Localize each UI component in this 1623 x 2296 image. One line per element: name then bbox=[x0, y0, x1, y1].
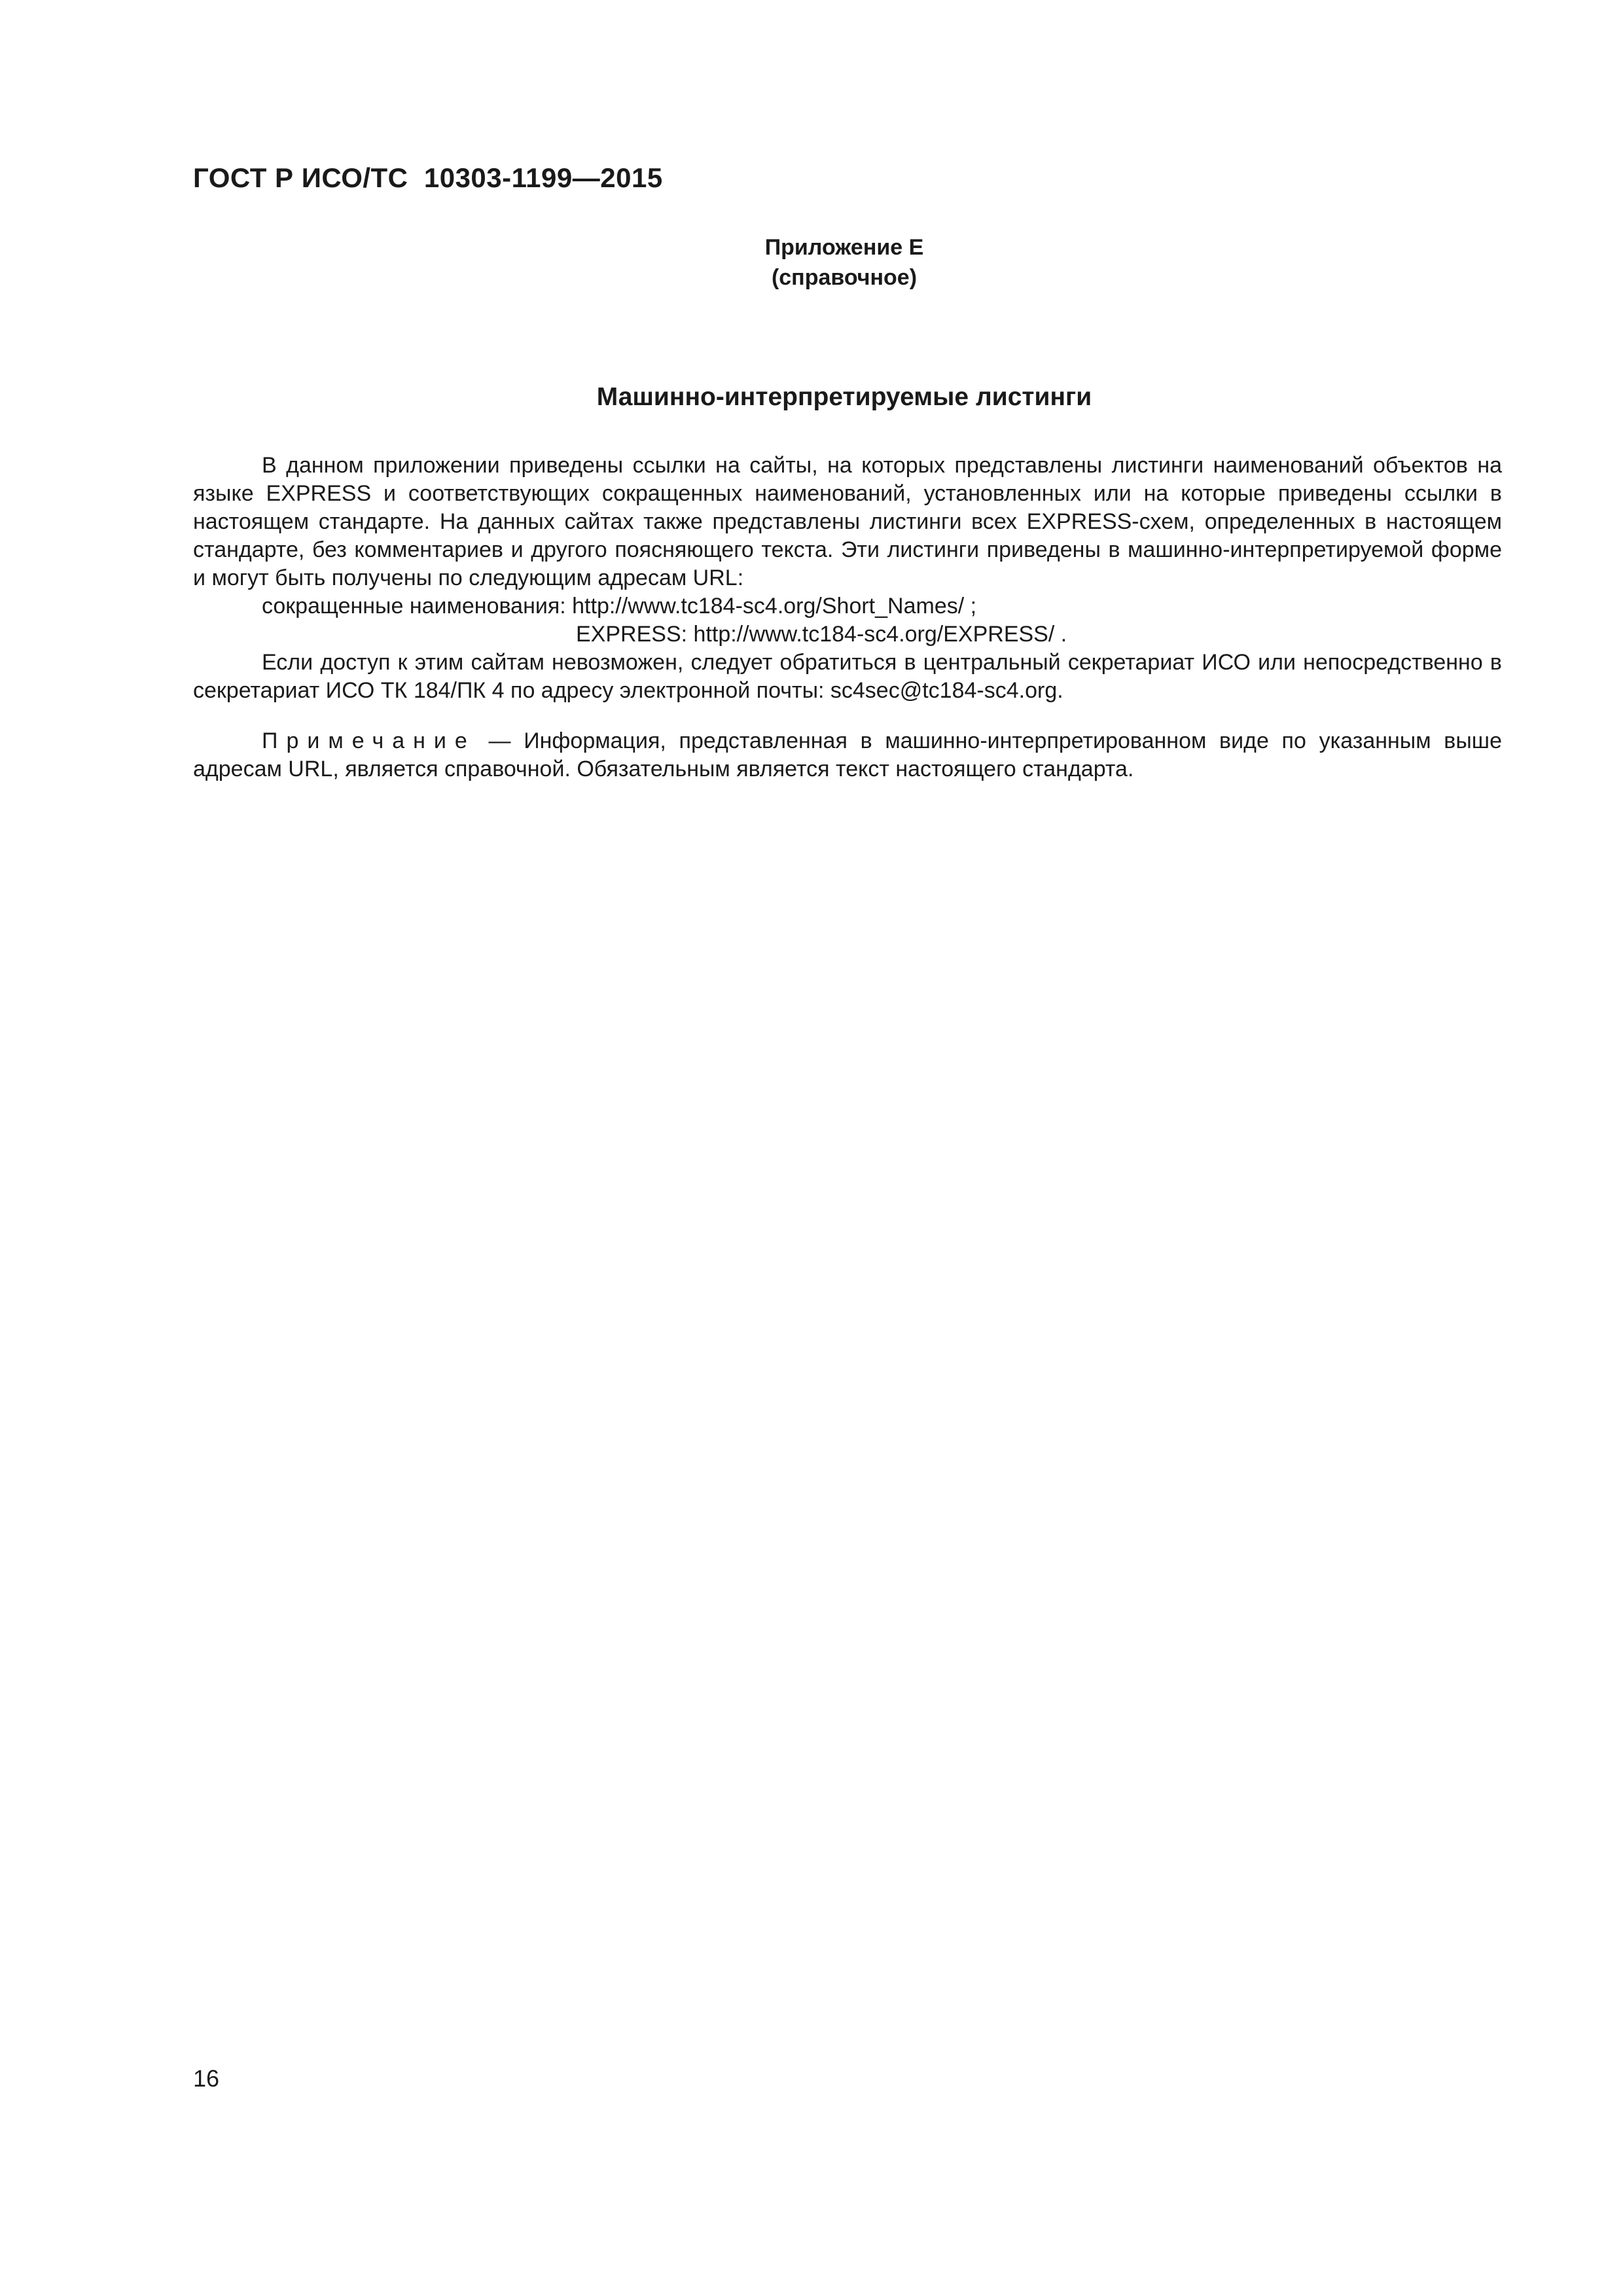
document-header: ГОСТ Р ИСО/ТС 10303-1199—2015 bbox=[193, 162, 663, 193]
url-express: EXPRESS: http://www.tc184-sc4.org/EXPRESS/ . bbox=[576, 622, 1067, 647]
page-number: 16 bbox=[193, 2065, 220, 2092]
annex-label: Приложение Е bbox=[764, 235, 924, 260]
note-label: Примечание bbox=[262, 728, 476, 753]
section-title: Машинно-интерпретируемые листинги bbox=[596, 383, 1092, 411]
note-dash: — bbox=[475, 728, 524, 753]
url-short-names: сокращенные наименования: http://www.tc184-sc4.org/Short_Names/ ; bbox=[262, 594, 977, 619]
note bbox=[193, 727, 1502, 783]
paragraph-intro: В данном приложении приведены ссылки на сайты, на которых представлены листинги наименований объектов на языке EXPRESS и соответствующих сокращенных наименований, установленных или на которые приведены ссылки в настоящем стандарте. На данных сайтах также представлены листинги всех EXPRESS-схем, определенных в настоящем стандарте, без комментариев и другого поясняющего текста. Эти листинги приведены в машинно-интерпретируемой форме и могут быть получены по следующим адресам URL: bbox=[193, 453, 1502, 590]
annex-type: (справочное) bbox=[771, 265, 918, 290]
paragraph-contact: Если доступ к этим сайтам невозможен, следует обратиться в центральный секретариат ИСО или непосредственно в секретариат ИСО ТК 184/ПК 4 по адресу электронной почты: sc4sec@tc184-sc4.org. bbox=[193, 650, 1502, 703]
note-text: Информация, представленная в машинно-интерпретированном виде по указанным выше адресам URL, является справочной. Обязательным является текст настоящего стандарта. bbox=[193, 728, 1502, 781]
body-text bbox=[193, 452, 1502, 783]
annex-heading bbox=[0, 232, 1623, 293]
